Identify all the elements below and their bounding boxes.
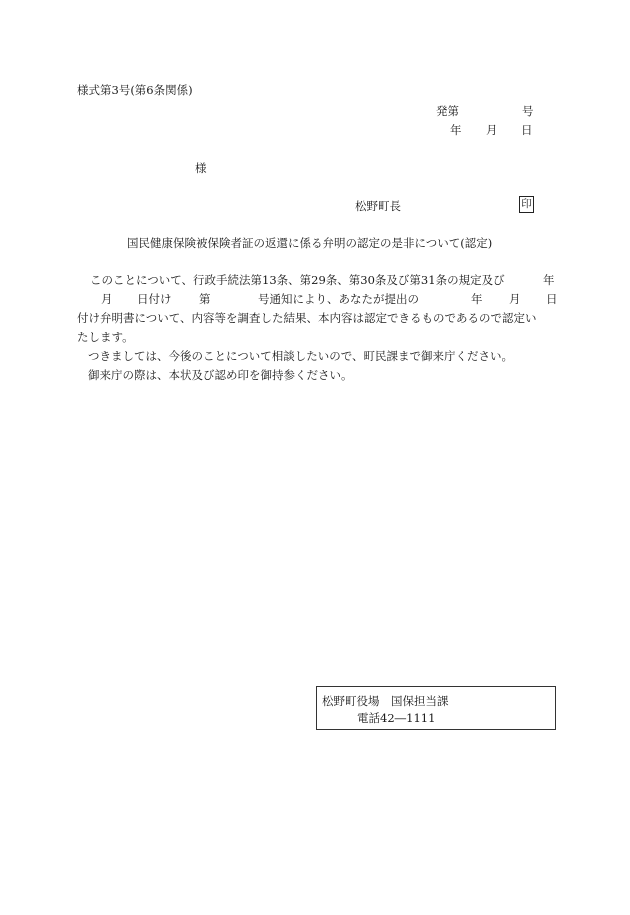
body-line-2-number-prefix: 第 — [199, 292, 211, 306]
body-line-6: 御来庁の際は、本状及び認め印を御持参ください。 — [88, 368, 353, 382]
body-line-2-day: 日 — [546, 292, 558, 306]
body-line-2-year: 年 — [471, 292, 483, 306]
contact-phone: 電話42―1111 — [357, 711, 436, 725]
sender-title: 松野町長 — [355, 199, 401, 213]
date-day-label: 日 — [521, 123, 533, 137]
form-number: 様式第3号(第6条関係) — [77, 83, 193, 97]
contact-box — [316, 686, 556, 730]
date-month-label: 月 — [486, 123, 498, 137]
body-line-2-month: 月 — [101, 292, 113, 306]
body-line-2-day-dated: 日付け — [137, 292, 172, 306]
body-line-4: たします。 — [77, 330, 134, 344]
contact-office: 松野町役場 国保担当課 — [322, 694, 449, 708]
document-title: 国民健康保険被保険者証の返還に係る弁明の認定の是非について(認定) — [127, 236, 493, 250]
body-line-1-year: 年 — [543, 273, 555, 287]
body-line-1-text: このことについて、行政手続法第13条、第29条、第30条及び第31条の規定及び — [90, 273, 505, 287]
addressee-honorific: 様 — [195, 161, 207, 175]
body-line-3: 付け弁明書について、内容等を調査した結果、本内容は認定できるものであるので認定い — [77, 311, 537, 325]
body-line-5: つきましては、今後のことについて相談したいので、町民課まで御来庁ください。 — [88, 349, 514, 363]
issue-number-suffix: 号 — [522, 104, 534, 118]
body-line-2-month-2: 月 — [509, 292, 521, 306]
seal-mark: 印 — [519, 196, 534, 213]
issue-number-prefix: 発第 — [436, 104, 459, 118]
date-year-label: 年 — [450, 123, 462, 137]
body-line-2-notice-text: 号通知により、あなたが提出の — [258, 292, 419, 306]
